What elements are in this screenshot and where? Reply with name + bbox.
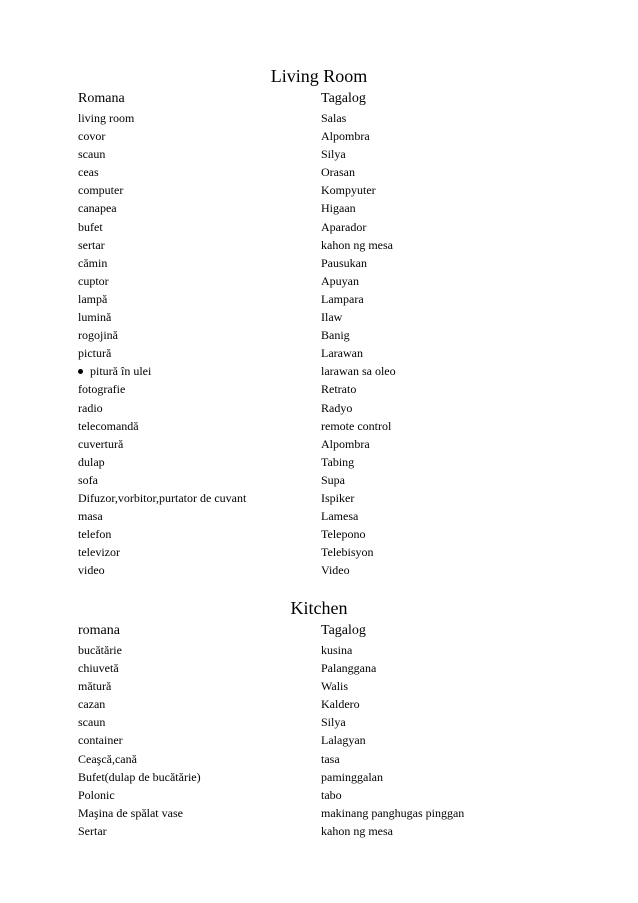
kitchen-romanian-term: [78, 713, 105, 731]
kitchen-romanian-text: container: [78, 733, 123, 748]
living-room-romanian-text: cuptor: [78, 273, 109, 288]
kitchen-tagalog-term: Silya: [321, 715, 346, 730]
living-room-romanian-text: Difuzor,vorbitor,purtator de cuvant: [78, 490, 247, 505]
living-room-row: [78, 326, 598, 344]
living-room-tagalog-term: Orasan: [321, 165, 355, 180]
living-room-tagalog-term: Lamesa: [321, 509, 359, 524]
kitchen-tagalog-term: Lalagyan: [321, 733, 366, 748]
kitchen-romanian-text: scaun: [78, 715, 106, 730]
living-room-romanian-term: [78, 435, 123, 453]
living-room-romanian-text: sofa: [78, 472, 98, 487]
living-room-tagalog-term: Aparador: [321, 219, 367, 234]
living-room-tagalog-term: Radyo: [321, 400, 353, 415]
living-room-tagalog-term: Higaan: [321, 201, 356, 216]
kitchen-romanian-text: Ceaşcă,cană: [78, 751, 137, 766]
living-room-romanian-term: [78, 290, 107, 308]
living-room-romanian-text: covor: [78, 129, 106, 144]
living-room-row: [78, 435, 598, 453]
kitchen-table: [78, 621, 598, 840]
living-room-row: [78, 399, 598, 417]
kitchen-tagalog-term: Kaldero: [321, 697, 360, 712]
living-room-table: [78, 89, 598, 579]
living-room-row: [78, 380, 598, 398]
kitchen-romanian-text: Sertar: [78, 823, 107, 838]
living-room-row: [78, 181, 598, 199]
living-room-tagalog-term: Kompyuter: [321, 183, 376, 198]
living-room-romanian-term: [78, 163, 99, 181]
kitchen-romanian-text: Maşina de spălat vase: [78, 805, 183, 820]
kitchen-row: [78, 804, 598, 822]
kitchen-tagalog-term: tabo: [321, 787, 342, 802]
kitchen-row: [78, 822, 598, 840]
living-room-romanian-term: [78, 326, 118, 344]
kitchen-tagalog-term: makinang panghugas pinggan: [321, 805, 465, 820]
kitchen-tagalog-term: kahon ng mesa: [321, 823, 393, 838]
living-room-tagalog-term: Banig: [321, 328, 350, 343]
living-room-row: [78, 525, 598, 543]
living-room-header-romana: Romana: [78, 91, 125, 106]
living-room-romanian-text: telefon: [78, 527, 112, 542]
kitchen-row: [78, 731, 598, 749]
living-room-row: [78, 163, 598, 181]
kitchen-romanian-term: [78, 695, 105, 713]
living-room-tagalog-term: larawan sa oleo: [321, 364, 396, 379]
living-room-romanian-text: lampă: [78, 291, 108, 306]
kitchen-row: [78, 713, 598, 731]
living-room-romanian-term: [78, 561, 105, 579]
living-room-row: [78, 362, 598, 380]
living-room-tagalog-term: Supa: [321, 472, 345, 487]
living-room-romanian-term: [78, 272, 109, 290]
living-room-romanian-text: computer: [78, 183, 124, 198]
living-room-row: [78, 471, 598, 489]
living-room-romanian-text: telecomandă: [78, 418, 139, 433]
kitchen-romanian-term: [78, 822, 107, 840]
living-room-row: [78, 561, 598, 579]
living-room-tagalog-term: Tabing: [321, 454, 355, 469]
kitchen-row: [78, 768, 598, 786]
living-room-header-tagalog: Tagalog: [321, 91, 366, 106]
living-room-row: [78, 272, 598, 290]
living-room-tagalog-term: Video: [321, 563, 350, 578]
living-room-romanian-term: [78, 471, 98, 489]
living-room-header-row: [78, 89, 598, 109]
living-room-row: [78, 507, 598, 525]
living-room-row: [78, 127, 598, 145]
kitchen-romanian-term: [78, 659, 119, 677]
kitchen-tagalog-term: paminggalan: [321, 769, 383, 784]
living-room-tagalog-term: Retrato: [321, 382, 357, 397]
living-room-romanian-term: [78, 127, 105, 145]
kitchen-romanian-term: [78, 731, 123, 749]
kitchen-header-romana: romana: [78, 623, 120, 638]
living-room-row: [78, 308, 598, 326]
living-room-row: [78, 145, 598, 163]
living-room-tagalog-term: Alpombra: [321, 436, 370, 451]
living-room-tagalog-term: Ispiker: [321, 490, 355, 505]
living-room-romanian-term: [78, 344, 111, 362]
living-room-tagalog-term: Pausukan: [321, 255, 367, 270]
living-room-row: [78, 236, 598, 254]
living-room-romanian-term: [78, 525, 111, 543]
living-room-romanian-text: televizor: [78, 545, 120, 560]
living-room-row: [78, 453, 598, 471]
living-room-romanian-term: [78, 489, 246, 507]
living-room-romanian-text: radio: [78, 400, 103, 415]
kitchen-romanian-term: [78, 641, 122, 659]
kitchen-header-tagalog: Tagalog: [321, 623, 366, 638]
living-room-row: [78, 543, 598, 561]
living-room-tagalog-term: Ilaw: [321, 310, 343, 325]
kitchen-row: [78, 786, 598, 804]
living-room-romanian-text: scaun: [78, 147, 106, 162]
living-room-row: [78, 489, 598, 507]
living-room-tagalog-term: Larawan: [321, 346, 363, 361]
living-room-row: [78, 254, 598, 272]
living-room-romanian-term: [78, 109, 134, 127]
kitchen-row: [78, 659, 598, 677]
kitchen-title: Kitchen: [290, 598, 348, 618]
living-room-row: [78, 344, 598, 362]
living-room-tagalog-term: Silya: [321, 147, 346, 162]
kitchen-row: [78, 677, 598, 695]
living-room-romanian-term: [78, 145, 105, 163]
living-room-tagalog-term: kahon ng mesa: [321, 237, 393, 252]
kitchen-romanian-term: [78, 677, 111, 695]
living-room-romanian-text: ceas: [78, 165, 99, 180]
kitchen-romanian-text: chiuvetă: [78, 661, 119, 676]
living-room-row: [78, 290, 598, 308]
living-room-romanian-term: [78, 308, 111, 326]
living-room-row: [78, 109, 598, 127]
living-room-tagalog-term: Apuyan: [321, 273, 359, 288]
living-room-romanian-term: [78, 199, 117, 217]
kitchen-row: [78, 695, 598, 713]
living-room-tagalog-term: Telebisyon: [321, 545, 374, 560]
living-room-row: [78, 417, 598, 435]
living-room-romanian-text: rogojină: [78, 328, 118, 343]
living-room-romanian-term: [78, 380, 125, 398]
living-room-romanian-text: bufet: [78, 219, 103, 234]
kitchen-tagalog-term: Palanggana: [321, 661, 377, 676]
kitchen-romanian-text: cazan: [78, 697, 106, 712]
living-room-romanian-text: living room: [78, 111, 135, 125]
living-room-romanian-term: [78, 399, 103, 417]
living-room-tagalog-term: Telepono: [321, 527, 366, 542]
kitchen-romanian-term: [78, 768, 201, 786]
bullet-icon: [78, 369, 83, 374]
kitchen-header-row: [78, 621, 598, 641]
living-room-romanian-text: cuvertură: [78, 436, 124, 451]
living-room-romanian-term: [78, 236, 105, 254]
living-room-tagalog-term: remote control: [321, 418, 392, 433]
kitchen-tagalog-term: Walis: [321, 679, 349, 694]
living-room-romanian-text: video: [78, 563, 105, 578]
living-room-romanian-term: [78, 507, 103, 525]
kitchen-romanian-term: [78, 804, 183, 822]
living-room-romanian-term: [78, 254, 107, 272]
kitchen-romanian-text: mătură: [78, 679, 112, 694]
living-room-romanian-term: [78, 218, 103, 236]
kitchen-tagalog-term: tasa: [321, 751, 340, 766]
kitchen-row: [78, 641, 598, 659]
living-room-tagalog-term: Lampara: [321, 291, 364, 306]
living-room-romanian-text: dulap: [78, 454, 105, 469]
kitchen-tagalog-term: kusina: [321, 643, 353, 657]
living-room-romanian-text: sertar: [78, 237, 105, 252]
living-room-romanian-term: [78, 453, 105, 471]
living-room-romanian-term: [78, 417, 139, 435]
living-room-romanian-text: canapea: [78, 201, 117, 216]
living-room-romanian-text: pitură în ulei: [90, 364, 152, 379]
living-room-romanian-term: [78, 181, 123, 199]
living-room-romanian-text: fotografie: [78, 382, 126, 397]
kitchen-row: [78, 750, 598, 768]
living-room-romanian-text: pictură: [78, 346, 112, 361]
living-room-row: [78, 199, 598, 217]
living-room-tagalog-term: Salas: [321, 111, 347, 125]
living-room-romanian-text: cămin: [78, 255, 108, 270]
living-room-romanian-term: [78, 543, 120, 561]
kitchen-romanian-term: [78, 786, 115, 804]
living-room-romanian-term: [78, 362, 151, 380]
living-room-romanian-text: masa: [78, 509, 103, 524]
living-room-tagalog-term: Alpombra: [321, 129, 370, 144]
living-room-row: [78, 218, 598, 236]
kitchen-romanian-term: [78, 750, 137, 768]
kitchen-romanian-text: bucătărie: [78, 643, 122, 657]
kitchen-romanian-text: Polonic: [78, 787, 115, 802]
kitchen-romanian-text: Bufet(dulap de bucătărie): [78, 769, 201, 784]
living-room-romanian-text: lumină: [78, 310, 112, 325]
living-room-title: Living Room: [270, 66, 368, 86]
